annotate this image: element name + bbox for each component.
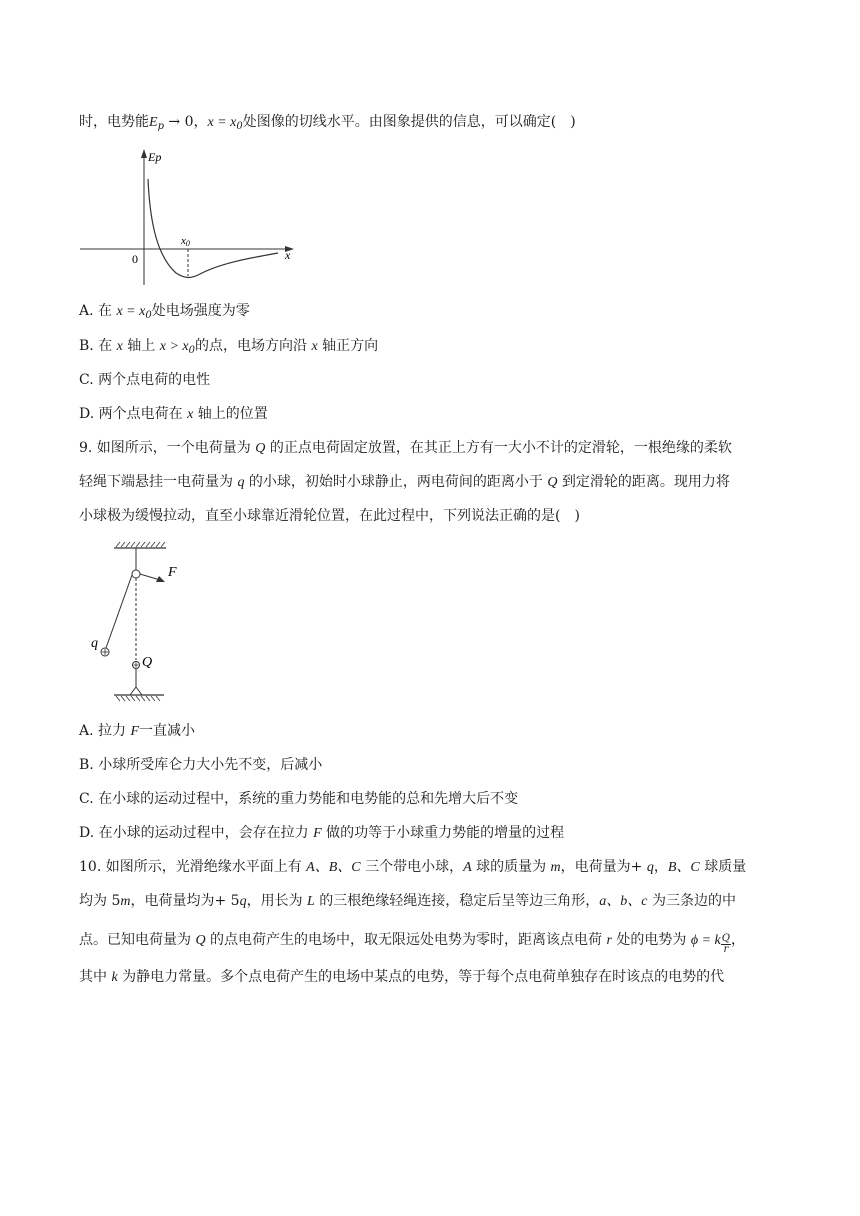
q9-a-suffix: 一直减小 [139,723,196,739]
graph-x0-sub: 0 [185,239,190,248]
q10-l1-q: q [646,860,654,875]
q9-l1-b: 的正点电荷固定放置，在其正上方有一大小不计的定滑轮，一根绝缘的柔软 [265,440,732,456]
q8-option-a [79,301,250,326]
q10-l3-b: 的点电荷产生的电场中，取无限远处电势为零时，距离该点电荷 [205,932,607,948]
graph-x-label: x [285,248,291,262]
q10-l1-d: ，电荷量为+ [560,859,647,875]
q10-l2-m: m [120,894,131,909]
q9-l1-Q: Q [255,441,266,456]
q10-l3-r: r [606,933,612,948]
q9-stem-line-1 [79,438,732,459]
q8-option-c: C. 两个点电荷的电性 [79,372,211,388]
q8-stem-text-after: 处图像的切线水平。由图象提供的信息，可以确定( ) [242,114,576,130]
q9-l2-Q: Q [547,475,558,490]
q10-l3-end: ， [730,932,745,948]
q9-l2-c: 到定滑轮的距离。现用力将 [557,474,730,490]
q8-stem-text: 时，电势能 [79,114,149,130]
q9-d-prefix: D. 在小球的运动过程中，会存在拉力 [79,825,314,841]
q8-b-suffix2: 轴正方向 [317,338,379,354]
q10-l1-f: 球质量 [699,859,747,875]
q10-l1-e: ， [653,859,668,875]
q9-stem-line-2 [79,472,730,493]
q8-b-math: x > x [159,339,189,354]
arrow-zero: → 0， [163,114,208,130]
q8-b-x: x [116,339,123,354]
x0-subscript: 0 [236,121,243,132]
q8-d-x: x [187,407,194,422]
q10-l3-c: 处的电势为 [611,932,691,948]
q10-l3-a: 点。已知电荷量为 [79,932,196,948]
force-label: F [168,565,177,580]
q8-option-b [79,336,378,361]
q10-l2-d: 的三根绝缘轻绳连接，稳定后呈等边三角形， [314,893,600,909]
q10-l1-m: m [550,860,561,875]
q9-l2-b: 的小球，初始时小球静止，两电荷间的距离小于 [244,474,548,490]
q10-l2-L: L [307,894,315,909]
charge-Q-label: Q [142,655,153,670]
q10-l4-b: 为静电力常量。多个点电荷产生的电场中某点的电势，等于每个点电荷单独存在时该点的电势的代 [117,969,725,985]
q9-d-F: F [313,826,322,841]
q8-b-mid: 轴上 [122,338,160,354]
ep-subscript: p [157,121,164,132]
q9-pulley-figure [88,540,208,710]
ep-symbol: E [149,115,158,130]
q8-option-d [79,404,268,425]
q9-d-suffix: 做的功等于小球重力势能的增量的过程 [321,825,565,841]
q8-d-prefix: D. 两个点电荷在 [79,406,188,422]
q10-l1-c: 球的质量为 [471,859,551,875]
q9-l1-a: 9. 如图所示，一个电荷量为 [79,440,256,456]
q8-ep-graph [80,145,300,285]
q10-l1-BC: B、C [667,860,700,875]
q10-l4-k: k [111,970,118,985]
q10-l3-phi: ϕ = k [690,933,721,948]
q9-stem-line-3: 小球极为缓慢拉动，直至小球靠近滑轮位置，在此过程中，下列说法正确的是( ) [79,508,580,524]
q10-stem-line-4 [79,967,724,988]
q8-a-math: x = x [116,304,146,319]
q10-l1-b: 三个带电小球， [360,859,464,875]
graph-x0-label [180,235,190,248]
graph-y-label: Ep [148,150,162,164]
q9-l2-a: 轻绳下端悬挂一电荷量为 [79,474,238,490]
q9-a-prefix: A. 拉力 [79,723,131,739]
q10-l1-A: A [463,860,472,875]
x-eq-x0: x = x [207,115,237,130]
q9-option-d [79,823,564,844]
q10-l4-a: 其中 [79,969,112,985]
q10-l2-c: ，用长为 [246,893,308,909]
graph-origin-label: 0 [132,252,138,266]
q9-option-c: C. 在小球的运动过程中，系统的重力势能和电势能的总和先增大后不变 [79,791,519,807]
q10-stem-line-3 [79,930,745,955]
q9-option-a [79,721,195,742]
q10-l1-a: 10. 如图所示，光滑绝缘水平面上有 [79,859,307,875]
q8-d-suffix: 轴上的位置 [193,406,268,422]
q8-b-x2: x [311,339,318,354]
q10-frac-num: Q [721,933,730,944]
q10-frac-den: r [723,944,729,955]
q10-stem-line-1 [79,857,746,878]
q10-fraction [721,934,731,955]
q8-b-suffix1: 的点，电场方向沿 [195,338,312,354]
q10-l1-ABC: A、B、C [306,860,361,875]
q10-l2-b: ，电荷量均为+ 5 [130,893,240,909]
q9-a-F: F [130,724,140,739]
q10-l2-q: q [239,894,247,909]
q9-l2-q: q [237,475,245,490]
q8-a-sub: 0 [145,310,152,321]
q8-a-suffix: 处电场强度为零 [151,303,250,319]
q8-stem-line [79,112,576,137]
q10-l2-abc: a、b、c [599,894,648,909]
q10-l2-a: 均为 5 [79,893,121,909]
q10-l3-Q: Q [195,933,206,948]
q8-a-prefix: A. 在 [79,303,117,319]
q9-option-b: B. 小球所受库仑力大小先不变，后减小 [79,757,323,773]
q8-b-sub: 0 [188,345,196,356]
q10-stem-line-2 [79,891,736,912]
charge-q-label: q [91,636,98,651]
q10-l2-e: 为三条边的中 [647,893,736,909]
graph-x0-base: x [181,235,186,247]
q8-b-prefix: B. 在 [79,338,117,354]
